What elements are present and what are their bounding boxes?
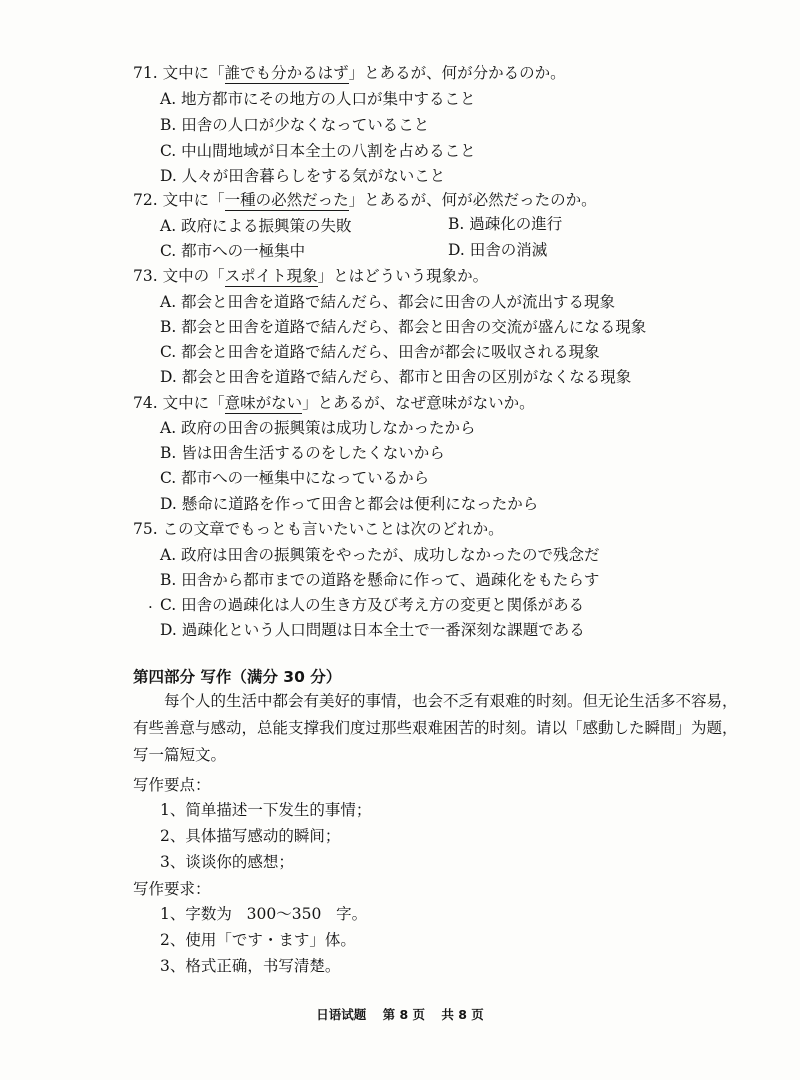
option-71-c: C. 中山間地域が日本全土の八割を占めること <box>160 142 476 160</box>
requirement-item: 3、格式正确，书写清楚。 <box>160 957 341 975</box>
underlined-quote: 誰でも分かるはず <box>224 64 349 82</box>
question-number: 72. <box>133 191 158 209</box>
option-74-b: B. 皆は田舎生活するのをしたくないから <box>160 444 445 462</box>
option-72-a: A. 政府による振興策の失敗 <box>160 217 352 235</box>
option-74-c: C. 都市への一極集中になっているから <box>160 469 430 487</box>
answer-mark: . <box>148 594 153 612</box>
question-number: 71. <box>133 64 158 82</box>
question-text: この文章でもっとも言いたいことは次のどれか。 <box>162 520 504 538</box>
question-text: 文中に「 <box>162 191 225 209</box>
option-75-b: B. 田舎から都市までの道路を懸命に作って、過疎化をもたらす <box>160 571 600 589</box>
option-75-d: D. 過疎化という人口問題は日本全土で一番深刻な課題である <box>160 621 585 639</box>
question-75 <box>133 519 504 539</box>
question-text: 」とあるが、何が必然だったのか。 <box>348 191 597 209</box>
question-text: 」とはどういう現象か。 <box>317 267 489 285</box>
section-title: 第四部分 写作（满分 30 分） <box>133 668 342 686</box>
question-71 <box>133 63 566 83</box>
option-74-a: A. 政府の田舎の振興策は成功しなかったから <box>160 419 476 437</box>
point-item: 3、谈谈你的感想； <box>160 853 294 871</box>
points-heading: 写作要点： <box>133 776 211 794</box>
writing-prompt: 每个人的生活中都会有美好的事情，也会不乏有艰难的时刻。但无论生活多不容易，有些善意与感动，总能支撑我们度过那些艰难困苦的时刻。请以「感動した瞬間」为题，写一篇短文。 <box>133 692 738 764</box>
point-item: 2、具体描写感动的瞬间； <box>160 827 341 845</box>
option-72-b: B. 過疎化の進行 <box>448 215 563 233</box>
question-number: 75. <box>133 520 158 538</box>
option-73-b: B. 都会と田舎を道路で結んだら、都会と田舎の交流が盛んになる現象 <box>160 318 647 336</box>
option-73-c: C. 都会と田舎を道路で結んだら、田舎が都会に吸収される現象 <box>160 343 600 361</box>
option-72-d: D. 田舎の消滅 <box>448 241 548 259</box>
option-71-a: A. 地方都市にその地方の人口が集中すること <box>160 90 476 108</box>
question-text: 」とあるが、何が分かるのか。 <box>348 64 566 82</box>
underlined-quote: 一種の必然だった <box>224 191 349 209</box>
option-72-c: C. 都市への一極集中 <box>160 242 306 260</box>
option-73-d: D. 都会と田舎を道路で結んだら、都市と田舎の区別がなくなる現象 <box>160 368 632 386</box>
question-number: 73. <box>133 267 158 285</box>
point-item: 1、简单描述一下发生的事情； <box>160 801 372 819</box>
option-71-d: D. 人々が田舎暮らしをする気がないこと <box>160 167 446 185</box>
option-75-c: C. 田舎の過疎化は人の生き方及び考え方の変更と関係がある <box>160 596 585 614</box>
option-73-a: A. 都会と田舎を道路で結んだら、都会に田舎の人が流出する現象 <box>160 293 616 311</box>
question-73 <box>133 266 488 286</box>
requirement-item: 1、字数为 300～350 字。 <box>160 905 368 923</box>
option-75-a: A. 政府は田舎の振興策をやったが、成功しなかったので残念だ <box>160 546 600 564</box>
footer-subject: 日语试题 <box>316 1007 367 1022</box>
question-text: 文中に「 <box>162 64 225 82</box>
question-text: 文中の「 <box>162 267 225 285</box>
footer-page: 第 8 页 <box>382 1007 425 1022</box>
option-74-d: D. 懸命に道路を作って田舎と都会は便利になったから <box>160 495 539 513</box>
option-71-b: B. 田舎の人口が少なくなっていること <box>160 116 430 134</box>
footer-total: 共 8 页 <box>441 1007 484 1022</box>
question-74 <box>133 393 535 413</box>
page-footer <box>0 1005 800 1023</box>
question-72 <box>133 190 597 210</box>
question-text: 」とあるが、なぜ意味がないか。 <box>302 394 535 412</box>
question-number: 74. <box>133 394 158 412</box>
requirement-item: 2、使用「です・ます」体。 <box>160 931 356 949</box>
underlined-quote: スポイト現象 <box>224 267 318 285</box>
requirements-heading: 写作要求： <box>133 880 211 898</box>
underlined-quote: 意味がない <box>224 394 303 412</box>
question-text: 文中に「 <box>162 394 225 412</box>
